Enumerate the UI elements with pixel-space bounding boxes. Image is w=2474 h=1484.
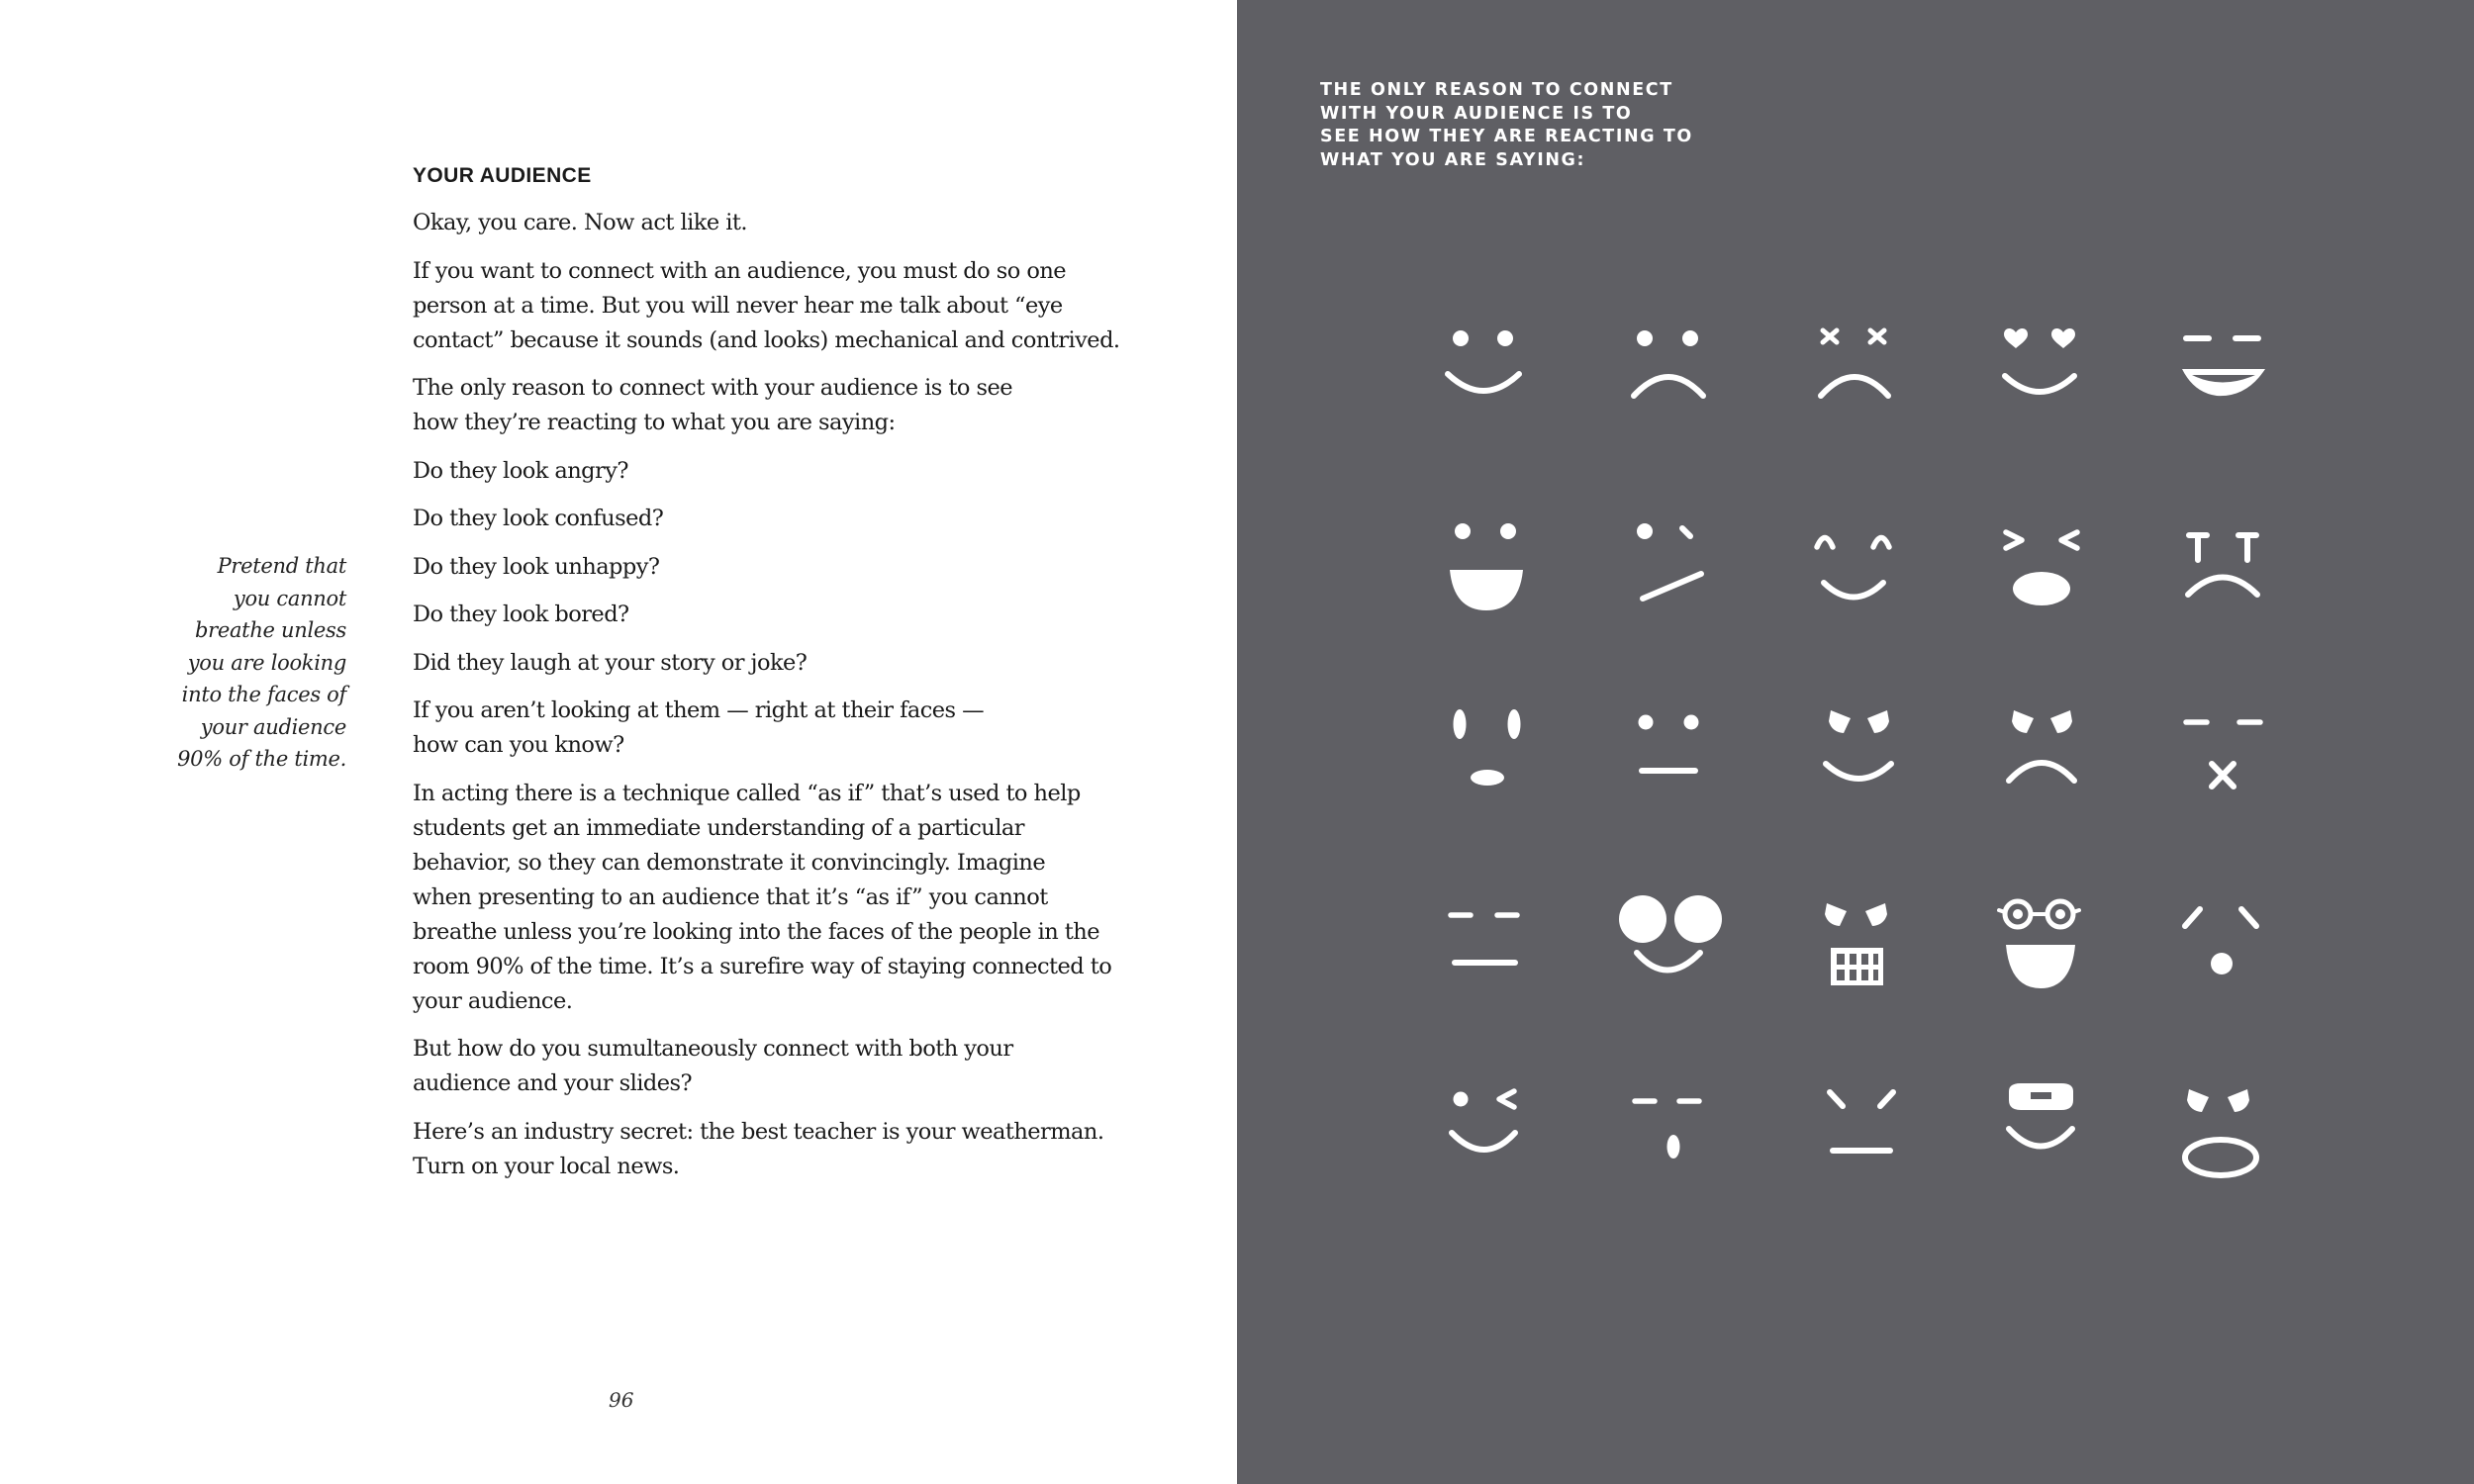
winking-face-icon bbox=[1452, 1091, 1515, 1150]
body-line: In acting there is a technique called “as if” that’s used to help bbox=[413, 780, 1081, 806]
body-paragraph bbox=[413, 206, 1086, 240]
squinting-shocked-face-icon bbox=[2006, 532, 2077, 605]
body-paragraph bbox=[413, 598, 1086, 632]
body-line: The only reason to connect with your audience is to see bbox=[413, 375, 1013, 401]
furious-yelling-face-icon bbox=[2185, 1089, 2256, 1175]
glasses-laughing-face-icon bbox=[1999, 901, 2079, 988]
body-paragraph bbox=[413, 694, 1086, 763]
faces-grid bbox=[1237, 0, 2474, 1484]
angry-teeth-face-icon bbox=[1825, 903, 1887, 985]
body-paragraph bbox=[413, 254, 1120, 358]
body-paragraph bbox=[413, 1032, 1086, 1101]
body-line: Do they look unhappy? bbox=[413, 553, 660, 580]
angry-smile-face-icon bbox=[1826, 710, 1891, 779]
worried-face-icon bbox=[2185, 909, 2256, 974]
body-line: how can you know? bbox=[413, 732, 624, 758]
main-text bbox=[413, 162, 1120, 1197]
sidenote-line: Pretend that bbox=[217, 554, 346, 578]
body-line: person at a time. But you will never hear me talk about “eye bbox=[413, 292, 1063, 319]
smirk-grin-face-icon bbox=[2182, 338, 2265, 396]
body-line: breathe unless you’re looking into the faces of the people in the bbox=[413, 918, 1099, 945]
body-paragraph bbox=[413, 502, 1086, 536]
body-line: your audience. bbox=[413, 987, 573, 1014]
sidenote-line: your audience bbox=[200, 714, 346, 739]
body-paragraph bbox=[413, 777, 1112, 1019]
body-line: students get an immediate understanding of a particular bbox=[413, 814, 1024, 841]
body-line: Okay, you care. Now act like it. bbox=[413, 210, 747, 235]
happy-face-icon bbox=[1448, 330, 1519, 391]
body-line: room 90% of the time. It’s a surefire way of staying connected to bbox=[413, 953, 1112, 979]
unimpressed-face-icon bbox=[1635, 1101, 1699, 1159]
body-line: Turn on your local news. bbox=[413, 1153, 680, 1179]
body-line: Here’s an industry secret: the best teacher is your weatherman. bbox=[413, 1118, 1104, 1145]
body-line: when presenting to an audience that it’s “as if” you cannot bbox=[413, 883, 1048, 910]
faces-heading-line: WHAT YOU ARE SAYING: bbox=[1320, 149, 1586, 170]
bored-face-icon bbox=[1451, 915, 1517, 963]
body-paragraph bbox=[413, 550, 1086, 585]
big-eyes-smile-face-icon bbox=[1619, 895, 1722, 971]
body-line: Did they laugh at your story or joke? bbox=[413, 649, 808, 676]
angry-frown-face-icon bbox=[2009, 710, 2074, 781]
sidenote-line: 90% of the time. bbox=[177, 747, 346, 771]
sidenote-line: breathe unless bbox=[194, 618, 346, 642]
sidenote-line: you are looking bbox=[187, 650, 346, 675]
body-line: audience and your slides? bbox=[413, 1070, 693, 1096]
sidenote-line: into the faces of bbox=[181, 683, 346, 706]
surprised-face-icon bbox=[1454, 709, 1521, 786]
body-line: Do they look angry? bbox=[413, 457, 628, 484]
annoyed-face-icon bbox=[1830, 1092, 1893, 1151]
body-line: If you aren’t looking at them — right at their faces — bbox=[413, 697, 985, 723]
sunglasses-smile-face-icon bbox=[2009, 1083, 2073, 1147]
body-line: But how do you sumultaneously connect with both your bbox=[413, 1036, 1013, 1062]
section-heading: YOUR AUDIENCE bbox=[413, 164, 592, 187]
body-line: Do they look bored? bbox=[413, 602, 629, 627]
neutral-face-icon bbox=[1639, 715, 1699, 772]
page-number: 96 bbox=[609, 1388, 634, 1412]
body-paragraph bbox=[413, 646, 1086, 681]
body-line: Do they look confused? bbox=[413, 506, 664, 531]
smiling-closed-eyes-face-icon bbox=[1817, 538, 1889, 598]
dead-face-icon bbox=[2186, 722, 2260, 787]
body-line: contact” because it sounds (and looks) mechanical and contrived. bbox=[413, 326, 1120, 353]
body-paragraph bbox=[413, 454, 1086, 489]
faces-heading-line: WITH YOUR AUDIENCE IS TO bbox=[1320, 103, 1633, 124]
sidenote-line: you cannot bbox=[233, 586, 346, 610]
faces-heading-line: SEE HOW THEY ARE REACTING TO bbox=[1320, 127, 1693, 146]
crying-face-icon bbox=[2188, 535, 2257, 595]
body-paragraph bbox=[413, 1115, 1104, 1184]
faces-heading-line: THE ONLY REASON TO CONNECT bbox=[1320, 80, 1673, 100]
body-paragraphs bbox=[413, 206, 1120, 1184]
sad-face-icon bbox=[1634, 330, 1703, 396]
sidenote bbox=[148, 550, 346, 776]
heart-eyes-face-icon bbox=[2004, 328, 2075, 392]
x-eyes-sad-face-icon bbox=[1821, 330, 1888, 396]
body-paragraph bbox=[413, 371, 1086, 440]
laughing-face-icon bbox=[1450, 523, 1523, 610]
body-line: If you want to connect with an audience, you must do so one bbox=[413, 257, 1067, 284]
body-line: how they’re reacting to what you are saying: bbox=[413, 410, 896, 435]
skeptical-face-icon bbox=[1637, 523, 1701, 599]
body-line: behavior, so they can demonstrate it convincingly. Imagine bbox=[413, 849, 1046, 876]
